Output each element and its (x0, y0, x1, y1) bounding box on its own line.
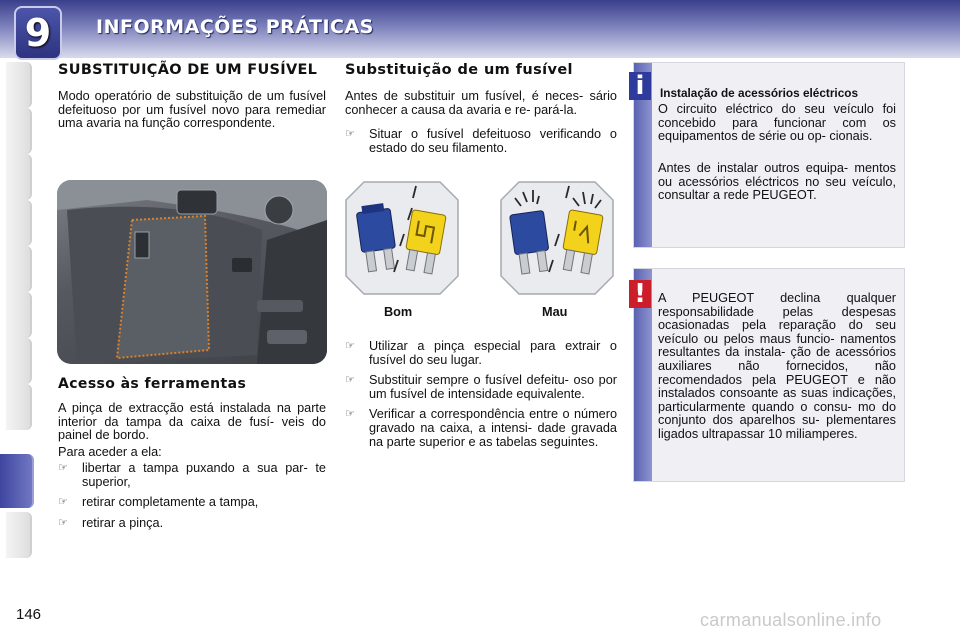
thumb-tab[interactable] (6, 154, 32, 200)
warning-icon: ! (629, 280, 651, 308)
list-item: ☞ Substituir sempre o fusível defeitu- oso por um fusível de intensidade equivalente. (345, 373, 617, 401)
pointing-hand-icon: ☞ (58, 462, 68, 474)
list-item: ☞ retirar completamente a tampa, (58, 495, 259, 510)
fuse-first-step (345, 128, 617, 162)
pointing-hand-icon: ☞ (58, 496, 68, 509)
fuse-replacement-heading: Substituição de um fusível (345, 62, 573, 78)
thumb-tab[interactable] (6, 200, 32, 246)
fuse-steps-list (345, 340, 617, 456)
list-item: ☞ retirar a pinça. (58, 515, 164, 530)
thumb-tab[interactable] (6, 108, 32, 154)
thumb-tab[interactable] (6, 384, 32, 430)
thumb-tab[interactable] (6, 246, 32, 292)
pointing-hand-icon: ☞ (345, 340, 355, 352)
pointing-hand-icon: ☞ (345, 128, 355, 140)
list-item: ☞ Verificar a correspondência entre o número gravado na caixa, a intensi- dade gravada na parte superior e as tabelas seguintes. (345, 407, 617, 449)
fuse-intro-paragraph: Antes de substituir um fusível, é neces- sário conhecer a causa da avaria e re- pará-la. (345, 89, 617, 117)
good-fuse-caption: Bom (384, 305, 413, 319)
thumb-tab[interactable] (6, 512, 32, 558)
thumb-tab-active[interactable] (0, 454, 34, 508)
access-lead: Para aceder a ela: (58, 445, 162, 459)
pointing-hand-icon: ☞ (345, 408, 355, 421)
thumb-tab[interactable] (6, 292, 32, 338)
warning-note-paragraph: A PEUGEOT declina qualquer responsabilidade pelas despesas ocasionadas pela reparação do seu veículo ou pelos maus funcio- namentos resultantes da instala- ção de acessórios auxiliares não fornecidos, não recomendados pela PEUGEOT e não instalados consoante as suas indicações, particularmente quando o consu- mo do conjunto dos aparelhos su- plementares ligados ultrapassar 10 miliamperes. (658, 291, 896, 441)
chapter-number-badge: 9 (14, 6, 62, 60)
access-paragraph: A pinça de extracção está instalada na parte interior da tampa da caixa de fusí- veis do painel de bordo. (58, 401, 326, 443)
chapter-thumb-index (0, 62, 34, 582)
pointing-hand-icon: ☞ (58, 516, 68, 529)
list-item: ☞ Utilizar a pinça especial para extrair o fusível do seu lugar. (345, 339, 617, 367)
page-number: 146 (16, 606, 42, 623)
info-note-paragraph-1: O circuito eléctrico do seu veículo foi concebido para funcionar com os equipamentos de série ou op- cionais. (658, 102, 896, 144)
info-icon: i (629, 72, 651, 100)
list-item: ☞ Situar o fusível defeituoso verificando o estado do seu filamento. (345, 127, 617, 155)
blown-fuse-figure (499, 180, 615, 296)
list-item: ☞ libertar a tampa puxando a sua par- te superior, (58, 461, 326, 489)
chapter-title: INFORMAÇÕES PRÁTICAS (96, 16, 374, 38)
pointing-hand-icon: ☞ (345, 374, 355, 387)
info-note-title: Instalação de acessórios eléctricos (660, 86, 859, 100)
site-watermark: carmanualsonline.info (700, 610, 882, 630)
info-note-paragraph-2: Antes de instalar outros equipa- mentos ou acessórios eléctricos no seu veículo, consultar a rede PEUGEOT. (658, 161, 896, 203)
dashboard-fusebox-photo (57, 180, 327, 364)
access-steps-list (58, 462, 326, 537)
section-title: SUBSTITUIÇÃO DE UM FUSÍVEL (58, 62, 318, 78)
dashboard-illustration (57, 180, 327, 364)
intro-paragraph: Modo operatório de substituição de um fusível defeituoso por um fusível novo para remediar uma avaria na função correspondente. (58, 89, 326, 131)
blown-fuse-caption: Mau (542, 305, 568, 319)
good-fuse-figure (344, 180, 460, 296)
thumb-tab[interactable] (6, 338, 32, 384)
thumb-tab[interactable] (6, 62, 32, 108)
access-heading: Acesso às ferramentas (58, 376, 247, 392)
